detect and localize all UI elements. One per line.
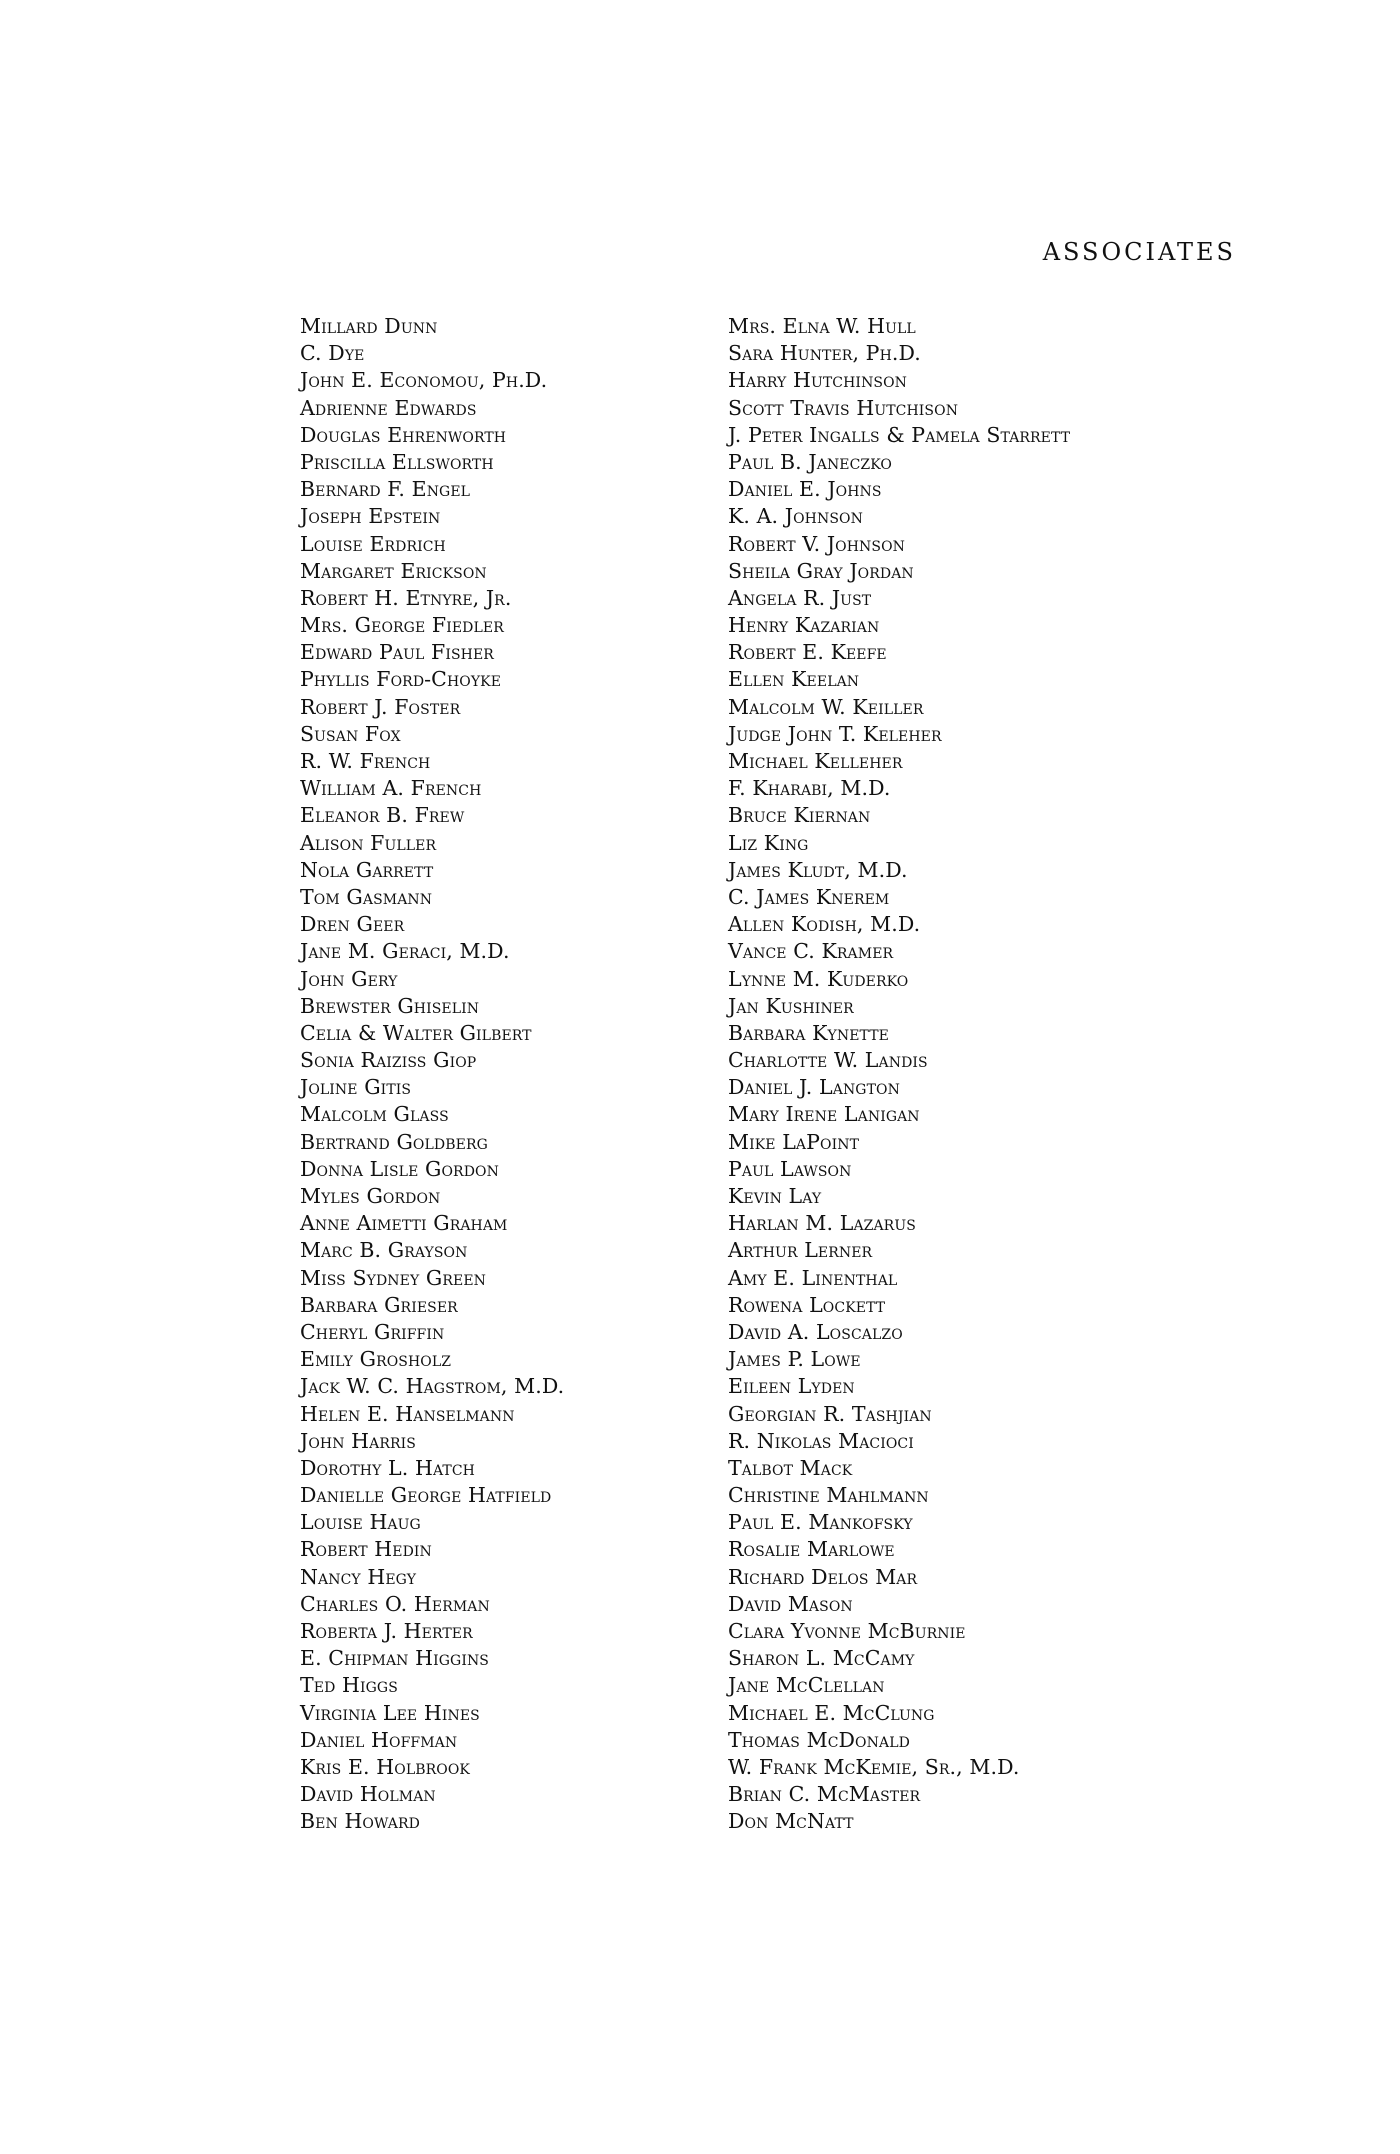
list-item: Malcolm Glass — [300, 1102, 449, 1127]
list-item: Barbara Kynette — [728, 1020, 889, 1045]
page-title: ASSOCIATES — [1042, 238, 1236, 266]
list-item: Donna Lisle Gordon — [300, 1156, 499, 1181]
list-item: Susan Fox — [300, 721, 401, 746]
list-item: Georgian R. Tashjian — [728, 1401, 932, 1426]
list-item: Nancy Hegy — [300, 1564, 417, 1589]
list-item: Paul Lawson — [728, 1156, 852, 1181]
list-item: Jack W. C. Hagstrom, M.D. — [300, 1374, 565, 1399]
list-item: Ben Howard — [300, 1809, 420, 1834]
list-item: Rosalie Marlowe — [728, 1537, 895, 1562]
list-item: Bertrand Goldberg — [300, 1129, 488, 1154]
list-item: Charles O. Herman — [300, 1591, 490, 1616]
list-item: Kris E. Holbrook — [300, 1754, 470, 1779]
list-item: Jane McClellan — [728, 1673, 885, 1698]
list-item: Jan Kushiner — [728, 993, 854, 1018]
list-item: K. A. Johnson — [728, 504, 863, 529]
list-item: Miss Sydney Green — [300, 1265, 487, 1290]
list-item: F. Kharabi, M.D. — [728, 776, 891, 801]
list-item: Malcolm W. Keiller — [728, 694, 924, 719]
list-item: Dren Geer — [300, 912, 405, 937]
list-item: Angela R. Just — [728, 585, 872, 610]
list-item: Edward Paul Fisher — [300, 640, 494, 665]
list-item: Michael E. McClung — [728, 1700, 935, 1725]
list-item: Christine Mahlmann — [728, 1483, 929, 1508]
list-item: Dorothy L. Hatch — [300, 1455, 475, 1480]
list-item: R. Nikolas Macioci — [728, 1428, 914, 1453]
list-item: Mary Irene Lanigan — [728, 1102, 920, 1127]
list-item: Arthur Lerner — [728, 1238, 873, 1263]
list-item: Daniel J. Langton — [728, 1075, 900, 1100]
list-item: Robert Hedin — [300, 1537, 432, 1562]
list-item: Robert H. Etnyre, Jr. — [300, 585, 512, 610]
list-item: Mike LaPoint — [728, 1129, 860, 1154]
list-item: Roberta J. Herter — [300, 1619, 473, 1643]
list-item: Tom Gasmann — [300, 884, 433, 909]
list-item: Cheryl Griffin — [300, 1319, 445, 1344]
list-item: Paul B. Janeczko — [728, 449, 893, 474]
list-item: Scott Travis Hutchison — [728, 395, 959, 420]
list-item: Ellen Keelan — [728, 667, 860, 692]
list-item: Talbot Mack — [728, 1455, 853, 1480]
list-item: Harlan M. Lazarus — [728, 1211, 916, 1236]
list-item: Emily Grosholz — [300, 1347, 452, 1372]
list-item: Virginia Lee Hines — [300, 1700, 480, 1725]
list-item: John E. Economou, Ph.D. — [300, 368, 548, 393]
list-item: Daniel E. Johns — [728, 477, 882, 502]
list-item: Helen E. Hanselmann — [300, 1401, 515, 1426]
list-item: Brian C. McMaster — [728, 1782, 921, 1807]
list-item: Sara Hunter, Ph.D. — [728, 341, 921, 366]
list-item: Myles Gordon — [300, 1184, 441, 1208]
list-item: David A. Loscalzo — [728, 1319, 903, 1344]
list-item: E. Chipman Higgins — [300, 1646, 489, 1671]
list-item: Robert E. Keefe — [728, 640, 887, 665]
list-item: James P. Lowe — [728, 1347, 861, 1372]
list-item: Sheila Gray Jordan — [728, 558, 914, 583]
list-item: Louise Erdrich — [300, 531, 446, 556]
list-item: Joseph Epstein — [300, 504, 441, 529]
list-item: C. James Knerem — [728, 884, 890, 909]
list-item: Henry Kazarian — [728, 613, 880, 638]
list-item: Charlotte W. Landis — [728, 1048, 928, 1073]
list-item: Thomas McDonald — [728, 1727, 910, 1752]
list-item: Liz King — [728, 830, 809, 855]
list-item: Brewster Ghiselin — [300, 993, 480, 1018]
right-name-column — [728, 313, 1198, 1836]
list-item: David Mason — [728, 1591, 853, 1616]
list-item: Judge John T. Keleher — [728, 721, 942, 746]
list-item: Robert J. Foster — [300, 694, 461, 719]
list-item: Amy E. Linenthal — [728, 1265, 898, 1290]
list-item: Bruce Kiernan — [728, 803, 871, 828]
list-item: C. Dye — [300, 341, 365, 366]
list-item: Rowena Lockett — [728, 1292, 886, 1317]
list-item: Celia & Walter Gilbert — [300, 1020, 532, 1045]
list-item: Louise Haug — [300, 1510, 421, 1535]
list-item: Bernard F. Engel — [300, 477, 471, 502]
list-item: Marc B. Grayson — [300, 1238, 468, 1263]
list-item: John Harris — [300, 1428, 416, 1453]
list-item: Barbara Grieser — [300, 1292, 458, 1317]
list-item: Ted Higgs — [300, 1673, 398, 1698]
list-item: Mrs. Elna W. Hull — [728, 314, 916, 338]
list-item: Eleanor B. Frew — [300, 803, 465, 828]
list-item: J. Peter Ingalls & Pamela Starrett — [728, 422, 1071, 447]
list-item: Adrienne Edwards — [300, 395, 477, 420]
list-item: Priscilla Ellsworth — [300, 449, 494, 474]
list-item: Danielle George Hatfield — [300, 1483, 552, 1508]
list-item: Joline Gitis — [300, 1075, 412, 1100]
list-item: Allen Kodish, M.D. — [728, 912, 921, 937]
list-item: Harry Hutchinson — [728, 368, 908, 393]
list-item: Nola Garrett — [300, 857, 434, 882]
list-item: Paul E. Mankofsky — [728, 1510, 913, 1535]
list-item: Anne Aimetti Graham — [300, 1211, 508, 1236]
list-item: Kevin Lay — [728, 1184, 822, 1208]
list-item: James Kludt, M.D. — [728, 857, 908, 882]
list-item: Alison Fuller — [300, 830, 437, 855]
list-item: Clara Yvonne McBurnie — [728, 1619, 966, 1643]
list-item: Eileen Lyden — [728, 1374, 855, 1399]
list-item: Daniel Hoffman — [300, 1727, 458, 1752]
list-item: Douglas Ehrenworth — [300, 422, 507, 447]
list-item: R. W. French — [300, 749, 431, 773]
list-item: Margaret Erickson — [300, 558, 487, 583]
list-item: Vance C. Kramer — [728, 939, 894, 964]
list-item: Don McNatt — [728, 1809, 854, 1834]
list-item: William A. French — [300, 776, 482, 801]
list-item: David Holman — [300, 1782, 436, 1807]
list-item: Mrs. George Fiedler — [300, 613, 504, 638]
list-item: Sonia Raiziss Giop — [300, 1048, 477, 1073]
list-item: Lynne M. Kuderko — [728, 966, 909, 991]
list-item: W. Frank McKemie, Sr., M.D. — [728, 1754, 1020, 1779]
list-item: Richard Delos Mar — [728, 1564, 918, 1589]
list-item: Sharon L. McCamy — [728, 1646, 915, 1671]
list-item: Millard Dunn — [300, 314, 438, 338]
list-item: Michael Kelleher — [728, 749, 903, 773]
list-item: John Gery — [300, 966, 398, 991]
list-item: Phyllis Ford-Choyke — [300, 667, 502, 692]
list-item: Robert V. Johnson — [728, 531, 905, 556]
left-name-column — [300, 313, 700, 1836]
list-item: Jane M. Geraci, M.D. — [300, 939, 510, 964]
